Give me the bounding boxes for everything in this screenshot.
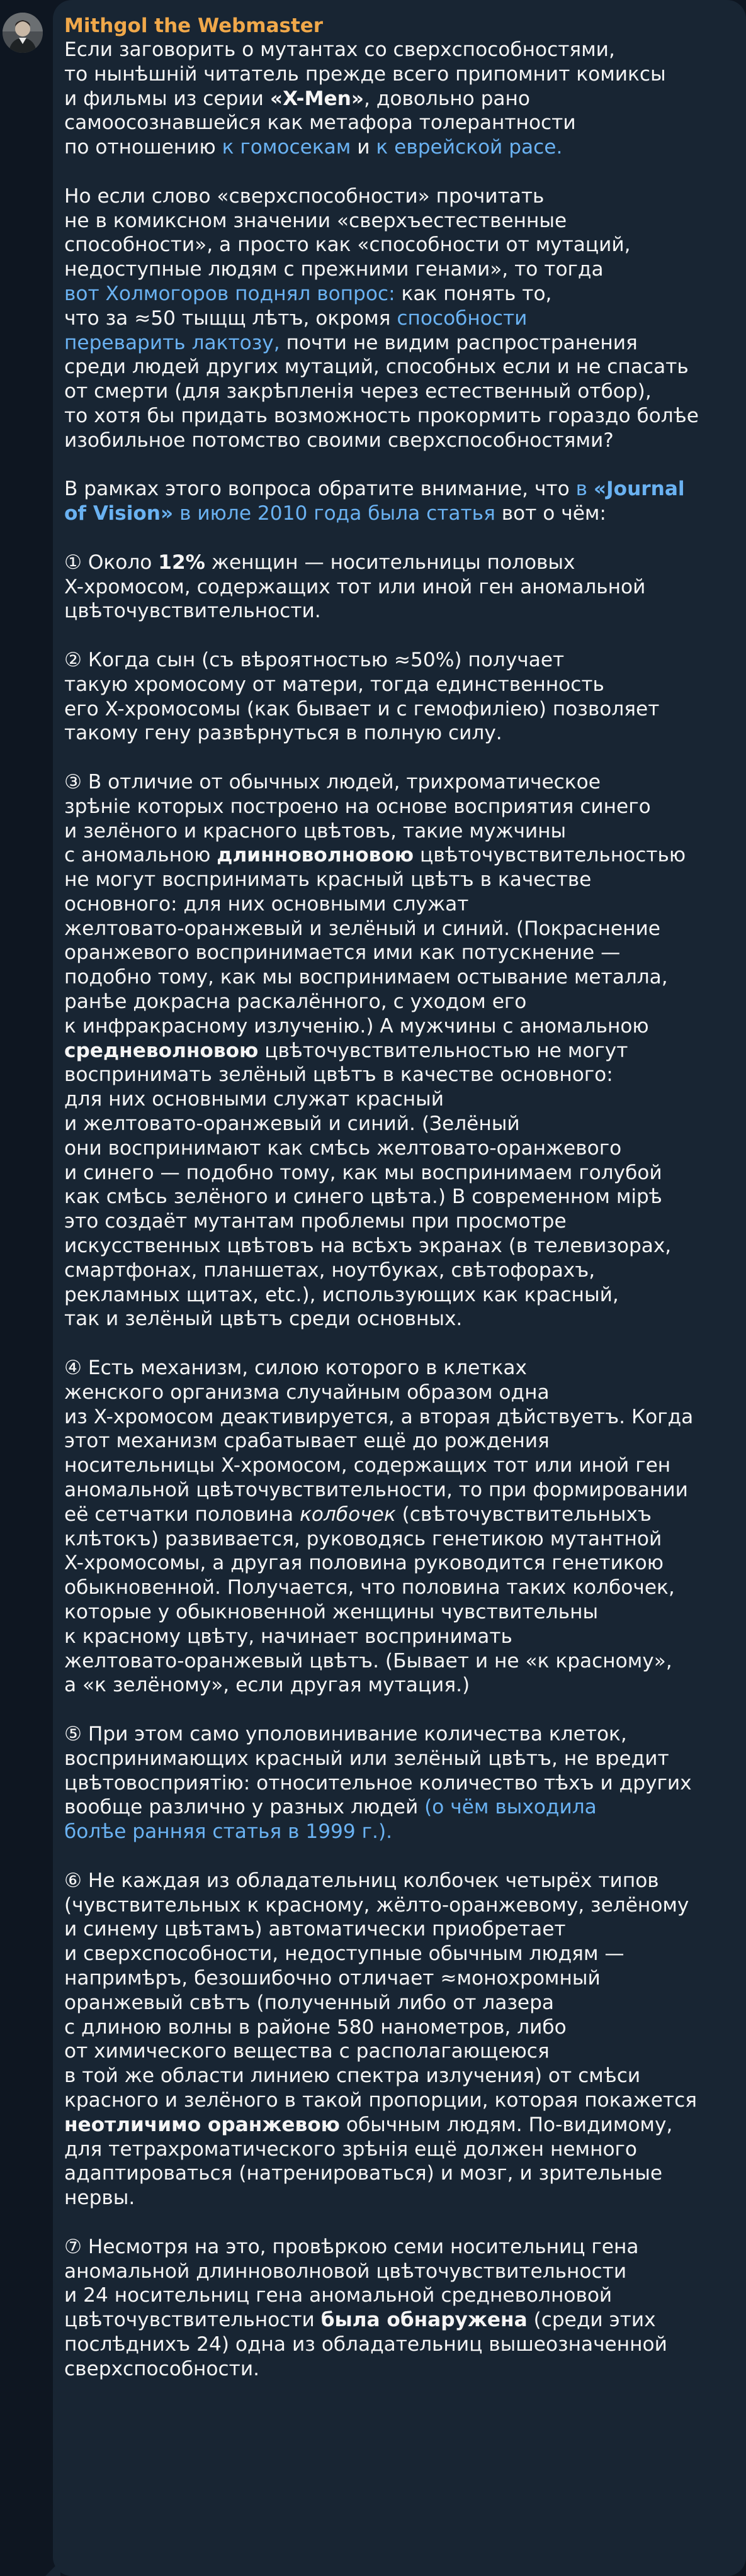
text-line	[64, 87, 727, 111]
text-line	[64, 428, 727, 453]
text-line	[64, 2161, 727, 2186]
text-line	[64, 2015, 727, 2040]
text-run: вот о чём:	[495, 502, 606, 525]
text-run: как смѣсь зелёного и синего цвѣта.) В современном мірѣ	[64, 1185, 662, 1209]
inline-link[interactable]: вот Холмогоров поднял вопрос:	[64, 282, 395, 305]
text-run: этот механизм срабатывает ещё до рождения	[64, 1430, 550, 1453]
text-run: воспринимающих красный или зелёный цвѣтъ, не вредит	[64, 1747, 669, 1770]
text-line	[64, 1722, 727, 1747]
text-run: которые у обыкновенной женщины чувствительны	[64, 1601, 599, 1623]
text-run: такому гену развѣрнуться в полную силу.	[64, 722, 502, 745]
text-run: ① Около	[64, 551, 159, 574]
text-run: желтовато-оранжевый цвѣтъ. (Бывает и не «к красному»,	[64, 1649, 672, 1672]
text-run: клѣтокъ) развивается, руководясь генетикою мутантной	[64, 1527, 662, 1550]
text-line	[64, 2113, 727, 2137]
text-run: ③ В отличие от обычных людей, трихроматическое	[64, 770, 601, 793]
text-line	[64, 2064, 727, 2088]
text-line	[64, 1942, 727, 1966]
text-run: вообще различно у разных людей	[64, 1796, 425, 1819]
inline-link[interactable]: в июле 2010 года была статья	[173, 502, 495, 525]
text-run: её сетчатки половина	[64, 1503, 300, 1526]
text-line	[64, 1747, 727, 1771]
text-run: самоосознавшейся как метафора толерантности	[64, 111, 576, 135]
text-line	[64, 1063, 727, 1087]
inline-link[interactable]: of Vision»	[64, 502, 174, 525]
text-run: то хотя бы придать возможность прокормить гораздо болѣе	[64, 404, 699, 427]
text-run: адаптироваться (натренироваться) и мозг, и зрительные	[64, 2162, 663, 2185]
text-run: цвѣточувствительностью	[414, 844, 686, 867]
text-run: желтовато-оранжевый и зелёный и синий. (Покраснение	[64, 917, 660, 940]
text-line	[64, 1136, 727, 1161]
text-line	[64, 1649, 727, 1674]
text-line	[64, 1820, 727, 1844]
text-line	[64, 990, 727, 1014]
text-run: цвѣточувствительности.	[64, 600, 321, 623]
text-run: и сверхспособности, недоступные обычным людям —	[64, 1942, 624, 1966]
bold-text: неотличимо оранжевою	[64, 2113, 340, 2136]
text-run: это создаёт мутантам проблемы при просмотре	[64, 1210, 567, 1233]
message-paragraph	[64, 477, 727, 526]
text-run: с длиною волны в районе 580 нанометров, либо	[64, 2015, 567, 2039]
inline-link[interactable]: к еврейской расе.	[376, 136, 563, 159]
text-run: аномальной длинноволновой цвѣточувствительности	[64, 2260, 627, 2283]
bold-text: средневолновою	[64, 1039, 259, 1062]
text-run: не могут воспринимать красный цвѣтъ в качестве	[64, 868, 592, 892]
inline-link[interactable]: способности	[397, 306, 528, 330]
text-run: оранжевый свѣтъ (полученный либо от лазера	[64, 1991, 554, 2014]
text-run: цвѣтовосприятію: относительное количество тѣхъ и других	[64, 1771, 692, 1795]
text-line	[64, 599, 727, 624]
text-line	[64, 1527, 727, 1552]
text-run: ⑥ Не каждая из обладательниц колбочек четырёх типов	[64, 1869, 659, 1892]
text-line	[64, 1478, 727, 1503]
text-line	[64, 1893, 727, 1918]
text-run: аномальной цвѣточувствительности, то при формировании	[64, 1479, 688, 1502]
text-run: и	[351, 136, 376, 159]
text-line	[64, 1307, 727, 1331]
inline-link[interactable]: переварить лактозу,	[64, 331, 280, 354]
inline-link[interactable]: (о чём выходила	[424, 1796, 597, 1819]
text-line	[64, 843, 727, 868]
text-line	[64, 2283, 727, 2308]
sender-name[interactable]: Mithgol the Webmaster	[64, 14, 324, 37]
text-run: они воспринимают как смѣсь желтовато-оранжевого	[64, 1136, 622, 1160]
text-run: напримѣръ, безошибочно отличает ≈монохромный	[64, 1966, 601, 1990]
text-line	[64, 306, 727, 331]
inline-link[interactable]: болѣе ранняя статья в 1999 г.).	[64, 1820, 393, 1844]
text-run: среди людей других мутаций, способных если и не спасать	[64, 356, 689, 379]
text-run: (чувствительных к красному, жёлто-оранжевому, зелёному	[64, 1893, 689, 1917]
text-run: воспринимать зелёный цвѣтъ в качестве основного:	[64, 1063, 613, 1087]
text-line	[64, 770, 727, 795]
text-run: то нынѣшній читатель прежде всего припомнит комиксы	[64, 62, 666, 86]
text-run: цвѣточувствительностью не могут	[258, 1039, 628, 1062]
text-line	[64, 819, 727, 844]
inline-link[interactable]: в	[575, 478, 594, 501]
text-line	[64, 135, 727, 160]
bubble-tail	[45, 2561, 60, 2576]
text-line	[64, 2332, 727, 2357]
text-line	[64, 697, 727, 722]
text-line	[64, 1453, 727, 1478]
text-run: а «к зелёному», если другая мутация.)	[64, 1674, 470, 1697]
message-paragraph	[64, 1356, 727, 1698]
text-run: не в комиксном значении «сверхъестественные	[64, 209, 567, 232]
text-line	[64, 551, 727, 575]
text-line	[64, 648, 727, 673]
text-run: сверхспособности.	[64, 2357, 260, 2380]
text-line	[64, 795, 727, 819]
text-run: цвѣточувствительности	[64, 2309, 321, 2332]
text-line	[64, 1234, 727, 1258]
text-line	[64, 965, 727, 990]
text-run: такую хромосому от матери, тогда единственность	[64, 673, 604, 696]
text-run: к красному цвѣту, начинает воспринимать	[64, 1625, 512, 1648]
text-line	[64, 233, 727, 257]
text-run: в той же области линиею спектра излучения) от смѣси	[64, 2064, 641, 2088]
text-line	[64, 1429, 727, 1453]
text-run: X-хромосом, содержащих тот или иной ген аномальной	[64, 575, 646, 598]
text-line	[64, 2039, 727, 2064]
text-line	[64, 1673, 727, 1698]
text-run: недоступные людям с прежними генами», то тогда	[64, 258, 604, 281]
text-run: и синему цвѣтамъ) автоматически приобретает	[64, 1918, 566, 1941]
text-run: смартфонах, планшетах, ноутбуках, свѣтофорахъ,	[64, 1258, 596, 1282]
text-line	[64, 1283, 727, 1308]
text-run: , довольно рано	[364, 87, 531, 110]
text-run: нервы.	[64, 2187, 135, 2210]
text-run: с аномальною	[64, 844, 217, 867]
text-run: ранѣе докрасна раскалённого, с уходом его	[64, 990, 527, 1014]
text-line	[64, 1600, 727, 1625]
message-paragraph	[64, 38, 727, 160]
text-run: обычным людям. По-видимому,	[339, 2113, 673, 2136]
text-run: к инфракрасному излученію.) А мужчины с аномальною	[64, 1014, 649, 1038]
text-line	[64, 1576, 727, 1600]
text-run: от химического вещества с располагающеюся	[64, 2040, 550, 2063]
text-run: для тетрахроматического зрѣнія ещё должен немного	[64, 2137, 638, 2161]
text-line	[64, 331, 727, 356]
text-line	[64, 1112, 727, 1136]
text-run: (свѣточувствительныхъ	[395, 1503, 652, 1526]
text-run: X-хромосомы, а другая половина руководится генетикою	[64, 1552, 664, 1575]
message-paragraph	[64, 1722, 727, 1844]
text-run: ④ Есть механизм, силою которого в клетках	[64, 1357, 527, 1380]
text-run: красного и зелёного в такой пропорции, которая покажется	[64, 2088, 698, 2112]
text-line	[64, 892, 727, 917]
message-paragraph	[64, 184, 727, 453]
text-run: почти не видим распространения	[280, 331, 638, 354]
text-run: изобильное потомство своими сверхспособностями?	[64, 428, 614, 452]
message-paragraph	[64, 648, 727, 746]
text-line	[64, 2235, 727, 2260]
text-line	[64, 1161, 727, 1185]
text-line	[64, 1014, 727, 1039]
bold-text: была обнаружена	[320, 2309, 528, 2332]
text-line	[64, 575, 727, 600]
text-line	[64, 2186, 727, 2210]
text-run: носительницы X-хромосом, содержащих тот или иной ген	[64, 1454, 671, 1477]
text-run: для них основными служат красный	[64, 1088, 444, 1111]
text-run: и зелёного и красного цвѣтовъ, такие мужчины	[64, 819, 567, 843]
text-run: оранжевого воспринимается ими как потускнение —	[64, 941, 621, 965]
text-line	[64, 1966, 727, 1991]
text-line	[64, 2260, 727, 2284]
text-line	[64, 1551, 727, 1576]
text-line	[64, 379, 727, 404]
text-run: ⑦ Несмотря на это, провѣркою семи носительниц гена	[64, 2235, 639, 2258]
text-run: и фильмы из серии	[64, 87, 270, 110]
text-run: обыкновенной. Получается, что половина таких колбочек,	[64, 1576, 675, 1599]
text-line	[64, 1087, 727, 1112]
text-line	[64, 1185, 727, 1209]
text-line	[64, 404, 727, 428]
text-line	[64, 721, 727, 746]
text-run: (среди этих	[527, 2309, 656, 2332]
text-line	[64, 62, 727, 87]
text-run: В рамках этого вопроса обратите внимание, что	[64, 478, 576, 501]
text-line	[64, 1356, 727, 1380]
text-run: способности», а просто как «способности от мутаций,	[64, 233, 631, 257]
text-line	[64, 2137, 727, 2162]
text-line	[64, 2357, 727, 2382]
message-paragraph	[64, 2235, 727, 2382]
text-run: подобно тому, как мы воспринимаем остывание металла,	[64, 966, 668, 989]
message-paragraph	[64, 770, 727, 1331]
text-line	[64, 257, 727, 282]
text-run: основного: для них основными служат	[64, 892, 469, 916]
text-run: рекламных щитах, etc.), использующих как красный,	[64, 1283, 619, 1306]
text-line	[64, 1991, 727, 2015]
bold-text: длинноволновою	[217, 844, 414, 867]
text-run: от смерти (для закрѣпленія через естественный отбор),	[64, 380, 652, 403]
text-line	[64, 673, 727, 697]
text-line	[64, 477, 727, 501]
text-run: и синего — подобно тому, как мы воспринимаем голубой	[64, 1161, 662, 1184]
text-line	[64, 1869, 727, 1893]
sender-avatar[interactable]	[3, 13, 43, 53]
text-run: из X-хромосом деактивируется, а вторая дѣйствуетъ. Когда	[64, 1405, 694, 1428]
text-line	[64, 1405, 727, 1430]
text-run: как понять то,	[395, 282, 552, 305]
text-line	[64, 1209, 727, 1234]
text-run: ⑤ При этом само уполовинивание количества клеток,	[64, 1722, 627, 1745]
inline-link[interactable]: к гомосекам	[222, 136, 351, 159]
text-run: и 24 носительниц гена аномальной средневолновой	[64, 2284, 613, 2307]
bold-text: 12%	[158, 551, 205, 574]
text-line	[64, 868, 727, 892]
text-run: искусственных цвѣтовъ на всѣхъ экранах (в телевизорах,	[64, 1235, 672, 1258]
text-run: так и зелёный цвѣтъ среди основных.	[64, 1308, 463, 1331]
text-run: ② Когда сын (съ вѣроятностью ≈50%) получает	[64, 648, 565, 671]
text-line	[64, 184, 727, 209]
text-line	[64, 1771, 727, 1796]
text-run: его X-хромосомы (как бывает и с гемофиліею) позволяет	[64, 697, 660, 720]
text-line	[64, 1917, 727, 1942]
text-line	[64, 1503, 727, 1527]
text-line	[64, 917, 727, 941]
text-run: по отношению	[64, 136, 222, 159]
text-run: послѣднихъ 24) одна из обладательниц вышеозначенной	[64, 2332, 667, 2356]
bold-text: «X-Men»	[269, 87, 364, 110]
text-line	[64, 501, 727, 526]
message-text	[64, 38, 727, 2382]
text-line	[64, 38, 727, 62]
text-run: и желтовато-оранжевый и синий. (Зелёный	[64, 1112, 520, 1136]
text-line	[64, 2308, 727, 2332]
text-run: Но если слово «сверхспособности» прочитать	[64, 184, 545, 208]
text-run: Если заговорить о мутантах со сверхспособностями,	[64, 38, 615, 61]
inline-link[interactable]: «Journal	[593, 478, 685, 501]
text-line	[64, 941, 727, 965]
message-paragraph	[64, 1869, 727, 2210]
text-line	[64, 1625, 727, 1649]
text-line	[64, 209, 727, 233]
text-line	[64, 282, 727, 306]
text-line	[64, 1380, 727, 1405]
italic-text: колбочек	[300, 1503, 396, 1526]
text-run: женщин — носительницы половых	[205, 551, 575, 574]
text-run: женского организма случайным образом одна	[64, 1380, 550, 1404]
text-line	[64, 1795, 727, 1820]
message-bubble[interactable]	[53, 0, 746, 2576]
text-line	[64, 111, 727, 135]
text-line	[64, 355, 727, 379]
avatar-image	[3, 13, 43, 53]
text-line	[64, 2088, 727, 2113]
text-line	[64, 1258, 727, 1283]
text-run: зрѣніе которых построено на основе восприятия синего	[64, 795, 651, 818]
message-paragraph	[64, 551, 727, 624]
text-run: что за ≈50 тыщщ лѣтъ, окромя	[64, 306, 397, 330]
text-line	[64, 1039, 727, 1063]
